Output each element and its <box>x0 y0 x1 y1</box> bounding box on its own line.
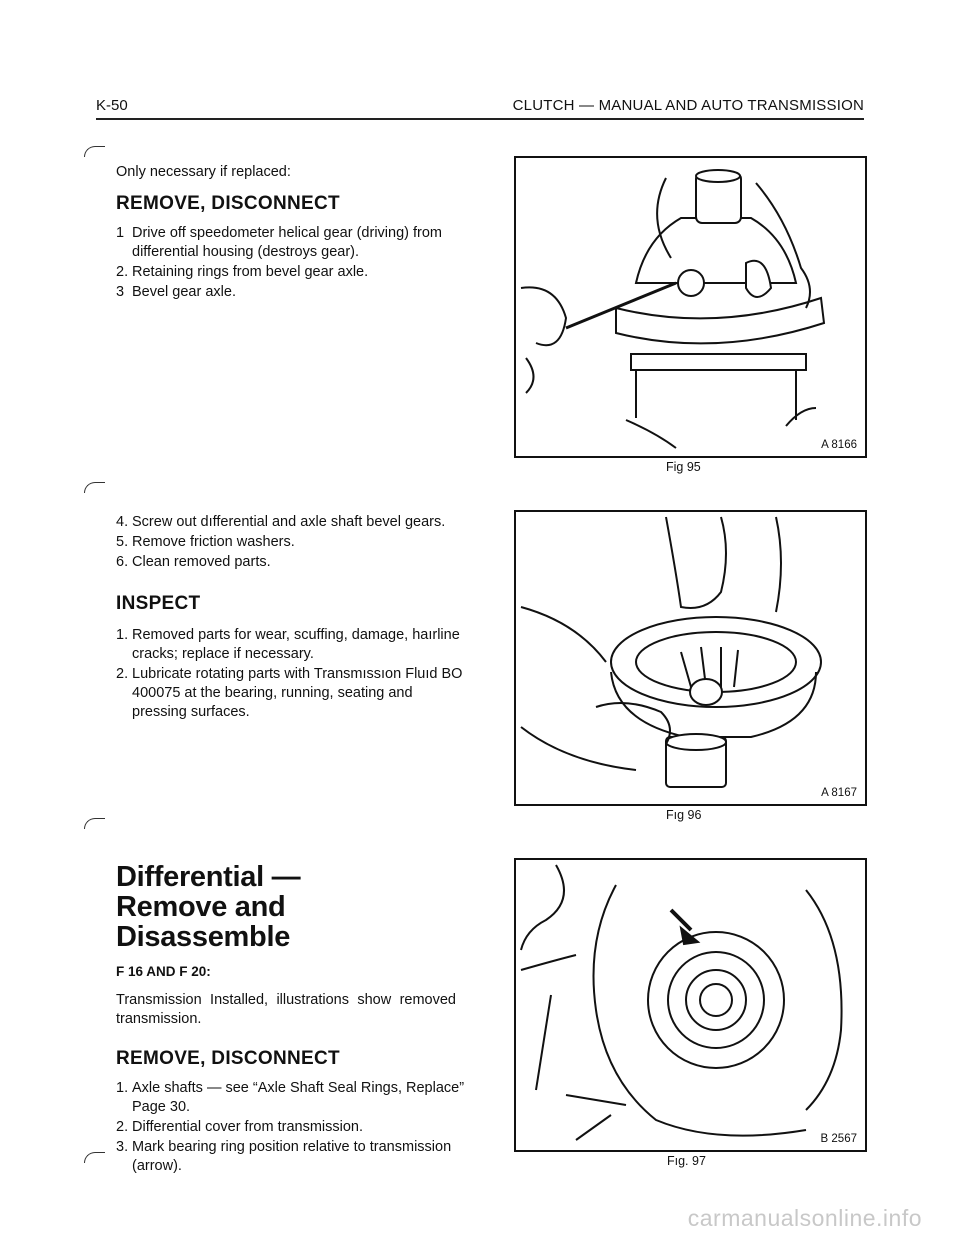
figure-96-caption: Fıg 96 <box>666 808 702 822</box>
margin-mark <box>84 818 105 829</box>
intro-text: Only necessary if replaced: <box>116 164 291 180</box>
section-main-title-line2: Remove and Disassemble <box>116 891 291 953</box>
list-item: 3 Bevel gear axle. <box>116 284 236 300</box>
margin-mark <box>84 1152 105 1163</box>
remove-steps-list <box>116 224 466 302</box>
section-main-title-line1: Differential — <box>116 861 301 893</box>
speedometer-gear-block <box>116 164 466 303</box>
inspect-heading: INSPECT <box>116 593 201 614</box>
figure-code: B 2567 <box>820 1133 857 1145</box>
list-item: 2. Differential cover from transmission. <box>116 1119 364 1135</box>
transmission-note: Transmission Installed, illustrations show removed transmission. <box>116 992 456 1027</box>
differential-pin-removal-illustration <box>516 158 865 456</box>
figure-95-caption: Fig 95 <box>666 460 701 474</box>
list-item: 2. Retaining rings from bevel gear axle. <box>116 264 369 280</box>
differential-steps-list <box>116 1079 466 1176</box>
figure-96 <box>514 510 867 806</box>
figure-code: A 8166 <box>821 439 857 451</box>
differential-remove-block <box>116 862 466 1177</box>
section-title: CLUTCH — MANUAL AND AUTO TRANSMISSION <box>512 97 864 114</box>
header-rule <box>96 118 864 120</box>
figure-97-caption: Fıg. 97 <box>667 1154 706 1168</box>
list-item: 6. Clean removed parts. <box>116 554 271 570</box>
remove-disconnect-heading-2: REMOVE, DISCONNECT <box>116 1048 340 1069</box>
list-item: 1 Drive off speedometer helical gear (driving) from differential housing (destroys gear). <box>116 225 443 260</box>
margin-mark <box>84 482 105 493</box>
bevel-gear-block <box>116 513 466 723</box>
list-item: 1. Removed parts for wear, scuffing, damage, haırline cracks; replace if necessary. <box>116 627 460 662</box>
list-item: 3. Mark bearing ring position relative to transmission (arrow). <box>116 1139 452 1174</box>
figure-95 <box>514 156 867 458</box>
list-item: 2. Lubricate rotating parts with Transmıssıon Fluıd BO 400075 at the bearing, running, seating and pressing surfaces. <box>116 666 463 720</box>
page-number: K-50 <box>96 97 128 114</box>
list-item: 5. Remove friction washers. <box>116 534 295 550</box>
margin-mark <box>84 146 105 157</box>
figure-97 <box>514 858 867 1152</box>
site-watermark: carmanualsonline.info <box>687 1205 922 1231</box>
inspect-steps-list <box>116 626 466 722</box>
list-item: 4. Screw out dıfferential and axle shaft bevel gears. <box>116 514 446 530</box>
list-item: 1. Axle shafts — see “Axle Shaft Seal Rings, Replace” Page 30. <box>116 1080 465 1115</box>
figure-code: A 8167 <box>821 787 857 799</box>
bevel-gear-removal-illustration <box>516 512 865 804</box>
transmission-bearing-ring-illustration <box>516 860 865 1150</box>
models-label: F 16 AND F 20: <box>116 964 211 979</box>
remove-disconnect-heading: REMOVE, DISCONNECT <box>116 193 340 214</box>
disassembly-steps-list <box>116 513 466 572</box>
